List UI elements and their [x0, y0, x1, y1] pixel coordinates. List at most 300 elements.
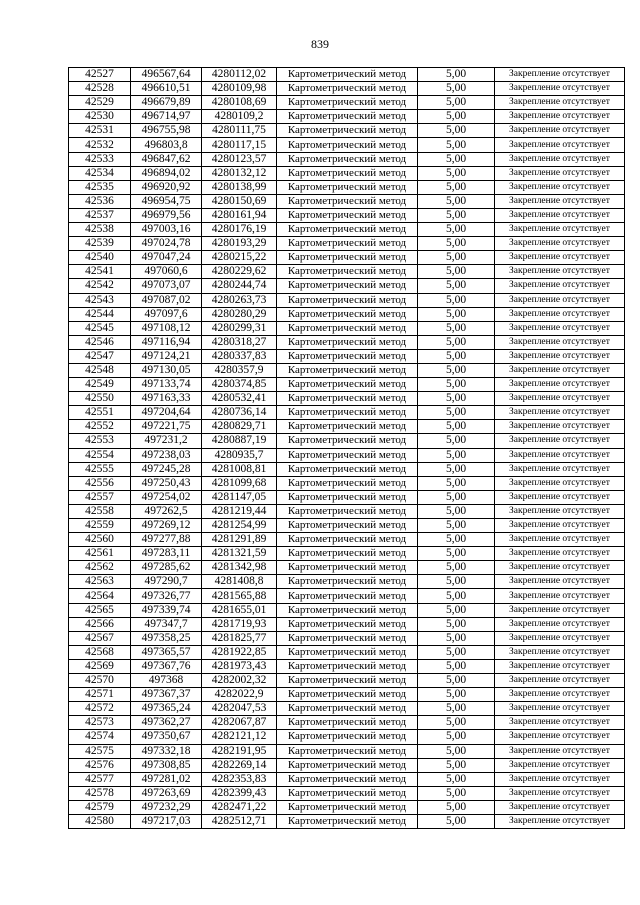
fixing-cell: Закрепление отсутствует [495, 631, 625, 645]
y-coordinate-cell: 4281219,44 [202, 504, 277, 518]
method-cell: Картометрический метод [277, 293, 418, 307]
x-coordinate-cell: 496755,98 [131, 124, 202, 138]
x-coordinate-cell: 497245,28 [131, 462, 202, 476]
point-number-cell: 42535 [69, 180, 131, 194]
fixing-cell: Закрепление отсутствует [495, 434, 625, 448]
method-cell: Картометрический метод [277, 504, 418, 518]
table-row [69, 152, 625, 166]
y-coordinate-cell: 4280263,73 [202, 293, 277, 307]
method-cell: Картометрический метод [277, 448, 418, 462]
point-number-cell: 42531 [69, 124, 131, 138]
point-number-cell: 42560 [69, 533, 131, 547]
table-row [69, 378, 625, 392]
x-coordinate-cell: 497108,12 [131, 321, 202, 335]
y-coordinate-cell: 4281973,43 [202, 659, 277, 673]
fixing-cell: Закрепление отсутствует [495, 110, 625, 124]
fixing-cell: Закрепление отсутствует [495, 476, 625, 490]
accuracy-cell: 5,00 [418, 561, 495, 575]
method-cell: Картометрический метод [277, 631, 418, 645]
y-coordinate-cell: 4281342,98 [202, 561, 277, 575]
accuracy-cell: 5,00 [418, 110, 495, 124]
accuracy-cell: 5,00 [418, 406, 495, 420]
x-coordinate-cell: 497326,77 [131, 589, 202, 603]
accuracy-cell: 5,00 [418, 744, 495, 758]
method-cell: Картометрический метод [277, 321, 418, 335]
coordinates-table [68, 67, 625, 829]
point-number-cell: 42532 [69, 138, 131, 152]
fixing-cell: Закрепление отсутствует [495, 124, 625, 138]
point-number-cell: 42537 [69, 208, 131, 222]
y-coordinate-cell: 4280337,83 [202, 349, 277, 363]
y-coordinate-cell: 4282269,14 [202, 758, 277, 772]
fixing-cell: Закрепление отсутствует [495, 321, 625, 335]
x-coordinate-cell: 497368 [131, 674, 202, 688]
point-number-cell: 42549 [69, 378, 131, 392]
y-coordinate-cell: 4280357,9 [202, 363, 277, 377]
accuracy-cell: 5,00 [418, 349, 495, 363]
point-number-cell: 42571 [69, 688, 131, 702]
table-row [69, 392, 625, 406]
accuracy-cell: 5,00 [418, 335, 495, 349]
point-number-cell: 42545 [69, 321, 131, 335]
table-row [69, 265, 625, 279]
y-coordinate-cell: 4281099,68 [202, 476, 277, 490]
method-cell: Картометрический метод [277, 124, 418, 138]
y-coordinate-cell: 4282399,43 [202, 786, 277, 800]
x-coordinate-cell: 497231,2 [131, 434, 202, 448]
table-row [69, 575, 625, 589]
accuracy-cell: 5,00 [418, 462, 495, 476]
method-cell: Картометрический метод [277, 744, 418, 758]
y-coordinate-cell: 4280299,31 [202, 321, 277, 335]
method-cell: Картометрический метод [277, 490, 418, 504]
table-row [69, 110, 625, 124]
method-cell: Картометрический метод [277, 194, 418, 208]
method-cell: Картометрический метод [277, 730, 418, 744]
fixing-cell: Закрепление отсутствует [495, 96, 625, 110]
fixing-cell: Закрепление отсутствует [495, 279, 625, 293]
x-coordinate-cell: 497350,67 [131, 730, 202, 744]
x-coordinate-cell: 497365,57 [131, 645, 202, 659]
fixing-cell: Закрепление отсутствует [495, 180, 625, 194]
accuracy-cell: 5,00 [418, 68, 495, 82]
fixing-cell: Закрепление отсутствует [495, 519, 625, 533]
x-coordinate-cell: 497339,74 [131, 603, 202, 617]
fixing-cell: Закрепление отсутствует [495, 68, 625, 82]
y-coordinate-cell: 4280318,27 [202, 335, 277, 349]
x-coordinate-cell: 497332,18 [131, 744, 202, 758]
point-number-cell: 42544 [69, 307, 131, 321]
accuracy-cell: 5,00 [418, 82, 495, 96]
point-number-cell: 42534 [69, 166, 131, 180]
page-number: 839 [311, 37, 329, 51]
point-number-cell: 42574 [69, 730, 131, 744]
y-coordinate-cell: 4280161,94 [202, 208, 277, 222]
accuracy-cell: 5,00 [418, 208, 495, 222]
fixing-cell: Закрепление отсутствует [495, 420, 625, 434]
fixing-cell: Закрепление отсутствует [495, 561, 625, 575]
point-number-cell: 42533 [69, 152, 131, 166]
table-row [69, 631, 625, 645]
point-number-cell: 42578 [69, 786, 131, 800]
y-coordinate-cell: 4281408,8 [202, 575, 277, 589]
point-number-cell: 42538 [69, 223, 131, 237]
y-coordinate-cell: 4280532,41 [202, 392, 277, 406]
x-coordinate-cell: 496567,64 [131, 68, 202, 82]
table-body [69, 68, 625, 829]
method-cell: Картометрический метод [277, 617, 418, 631]
point-number-cell: 42550 [69, 392, 131, 406]
accuracy-cell: 5,00 [418, 124, 495, 138]
fixing-cell: Закрепление отсутствует [495, 702, 625, 716]
y-coordinate-cell: 4280150,69 [202, 194, 277, 208]
accuracy-cell: 5,00 [418, 800, 495, 814]
x-coordinate-cell: 497362,27 [131, 716, 202, 730]
method-cell: Картометрический метод [277, 688, 418, 702]
fixing-cell: Закрепление отсутствует [495, 166, 625, 180]
method-cell: Картометрический метод [277, 82, 418, 96]
y-coordinate-cell: 4280138,99 [202, 180, 277, 194]
table-row [69, 363, 625, 377]
accuracy-cell: 5,00 [418, 730, 495, 744]
y-coordinate-cell: 4282047,53 [202, 702, 277, 716]
x-coordinate-cell: 496979,56 [131, 208, 202, 222]
method-cell: Картометрический метод [277, 110, 418, 124]
method-cell: Картометрический метод [277, 265, 418, 279]
method-cell: Картометрический метод [277, 68, 418, 82]
fixing-cell: Закрепление отсутствует [495, 265, 625, 279]
fixing-cell: Закрепление отсутствует [495, 772, 625, 786]
table-row [69, 772, 625, 786]
point-number-cell: 42540 [69, 251, 131, 265]
x-coordinate-cell: 497281,02 [131, 772, 202, 786]
method-cell: Картометрический метод [277, 814, 418, 828]
table-row [69, 589, 625, 603]
table-row [69, 434, 625, 448]
point-number-cell: 42529 [69, 96, 131, 110]
method-cell: Картометрический метод [277, 800, 418, 814]
fixing-cell: Закрепление отсутствует [495, 758, 625, 772]
table-row [69, 730, 625, 744]
accuracy-cell: 5,00 [418, 490, 495, 504]
fixing-cell: Закрепление отсутствует [495, 744, 625, 758]
accuracy-cell: 5,00 [418, 293, 495, 307]
accuracy-cell: 5,00 [418, 96, 495, 110]
method-cell: Картометрический метод [277, 237, 418, 251]
accuracy-cell: 5,00 [418, 307, 495, 321]
fixing-cell: Закрепление отсутствует [495, 688, 625, 702]
x-coordinate-cell: 497232,29 [131, 800, 202, 814]
y-coordinate-cell: 4282121,12 [202, 730, 277, 744]
method-cell: Картометрический метод [277, 561, 418, 575]
y-coordinate-cell: 4281922,85 [202, 645, 277, 659]
method-cell: Картометрический метод [277, 223, 418, 237]
y-coordinate-cell: 4281321,59 [202, 547, 277, 561]
y-coordinate-cell: 4280108,69 [202, 96, 277, 110]
method-cell: Картометрический метод [277, 434, 418, 448]
y-coordinate-cell: 4282191,95 [202, 744, 277, 758]
x-coordinate-cell: 497116,94 [131, 335, 202, 349]
y-coordinate-cell: 4280109,98 [202, 82, 277, 96]
point-number-cell: 42572 [69, 702, 131, 716]
x-coordinate-cell: 496610,51 [131, 82, 202, 96]
method-cell: Картометрический метод [277, 519, 418, 533]
table-row [69, 448, 625, 462]
table-row [69, 674, 625, 688]
table-row [69, 96, 625, 110]
point-number-cell: 42551 [69, 406, 131, 420]
x-coordinate-cell: 497250,43 [131, 476, 202, 490]
y-coordinate-cell: 4280829,71 [202, 420, 277, 434]
table-row [69, 561, 625, 575]
fixing-cell: Закрепление отсутствует [495, 406, 625, 420]
y-coordinate-cell: 4282512,71 [202, 814, 277, 828]
x-coordinate-cell: 497347,7 [131, 617, 202, 631]
x-coordinate-cell: 497358,25 [131, 631, 202, 645]
point-number-cell: 42539 [69, 237, 131, 251]
fixing-cell: Закрепление отсутствует [495, 208, 625, 222]
x-coordinate-cell: 497367,76 [131, 659, 202, 673]
y-coordinate-cell: 4280736,14 [202, 406, 277, 420]
fixing-cell: Закрепление отсутствует [495, 730, 625, 744]
point-number-cell: 42547 [69, 349, 131, 363]
method-cell: Картометрический метод [277, 208, 418, 222]
accuracy-cell: 5,00 [418, 617, 495, 631]
point-number-cell: 42541 [69, 265, 131, 279]
table-row [69, 406, 625, 420]
method-cell: Картометрический метод [277, 180, 418, 194]
table-row [69, 688, 625, 702]
point-number-cell: 42563 [69, 575, 131, 589]
accuracy-cell: 5,00 [418, 152, 495, 166]
point-number-cell: 42577 [69, 772, 131, 786]
table-row [69, 307, 625, 321]
table-row [69, 716, 625, 730]
method-cell: Картометрический метод [277, 406, 418, 420]
point-number-cell: 42573 [69, 716, 131, 730]
y-coordinate-cell: 4280111,75 [202, 124, 277, 138]
fixing-cell: Закрепление отсутствует [495, 814, 625, 828]
point-number-cell: 42567 [69, 631, 131, 645]
point-number-cell: 42561 [69, 547, 131, 561]
fixing-cell: Закрепление отсутствует [495, 659, 625, 673]
method-cell: Картометрический метод [277, 462, 418, 476]
x-coordinate-cell: 496920,92 [131, 180, 202, 194]
table-row [69, 758, 625, 772]
x-coordinate-cell: 496894,02 [131, 166, 202, 180]
accuracy-cell: 5,00 [418, 392, 495, 406]
accuracy-cell: 5,00 [418, 814, 495, 828]
y-coordinate-cell: 4281655,01 [202, 603, 277, 617]
accuracy-cell: 5,00 [418, 786, 495, 800]
table-row [69, 124, 625, 138]
y-coordinate-cell: 4281008,81 [202, 462, 277, 476]
point-number-cell: 42552 [69, 420, 131, 434]
fixing-cell: Закрепление отсутствует [495, 575, 625, 589]
accuracy-cell: 5,00 [418, 772, 495, 786]
fixing-cell: Закрепление отсутствует [495, 307, 625, 321]
point-number-cell: 42570 [69, 674, 131, 688]
point-number-cell: 42555 [69, 462, 131, 476]
table-row [69, 519, 625, 533]
table-row [69, 462, 625, 476]
table-row [69, 279, 625, 293]
table-row [69, 138, 625, 152]
point-number-cell: 42579 [69, 800, 131, 814]
x-coordinate-cell: 497047,24 [131, 251, 202, 265]
accuracy-cell: 5,00 [418, 716, 495, 730]
accuracy-cell: 5,00 [418, 420, 495, 434]
y-coordinate-cell: 4282353,83 [202, 772, 277, 786]
accuracy-cell: 5,00 [418, 265, 495, 279]
fixing-cell: Закрепление отсутствует [495, 152, 625, 166]
accuracy-cell: 5,00 [418, 533, 495, 547]
method-cell: Картометрический метод [277, 307, 418, 321]
y-coordinate-cell: 4281291,89 [202, 533, 277, 547]
table-row [69, 194, 625, 208]
accuracy-cell: 5,00 [418, 645, 495, 659]
point-number-cell: 42565 [69, 603, 131, 617]
point-number-cell: 42546 [69, 335, 131, 349]
method-cell: Картометрический метод [277, 363, 418, 377]
fixing-cell: Закрепление отсутствует [495, 335, 625, 349]
x-coordinate-cell: 497130,05 [131, 363, 202, 377]
accuracy-cell: 5,00 [418, 180, 495, 194]
accuracy-cell: 5,00 [418, 575, 495, 589]
fixing-cell: Закрепление отсутствует [495, 504, 625, 518]
table-row [69, 533, 625, 547]
point-number-cell: 42568 [69, 645, 131, 659]
fixing-cell: Закрепление отсутствует [495, 547, 625, 561]
fixing-cell: Закрепление отсутствует [495, 349, 625, 363]
x-coordinate-cell: 497163,33 [131, 392, 202, 406]
point-number-cell: 42528 [69, 82, 131, 96]
accuracy-cell: 5,00 [418, 237, 495, 251]
point-number-cell: 42559 [69, 519, 131, 533]
x-coordinate-cell: 497024,78 [131, 237, 202, 251]
y-coordinate-cell: 4281719,93 [202, 617, 277, 631]
fixing-cell: Закрепление отсутствует [495, 392, 625, 406]
fixing-cell: Закрепление отсутствует [495, 674, 625, 688]
x-coordinate-cell: 497290,7 [131, 575, 202, 589]
accuracy-cell: 5,00 [418, 138, 495, 152]
x-coordinate-cell: 497060,6 [131, 265, 202, 279]
accuracy-cell: 5,00 [418, 659, 495, 673]
accuracy-cell: 5,00 [418, 251, 495, 265]
fixing-cell: Закрепление отсутствует [495, 589, 625, 603]
table-row [69, 349, 625, 363]
point-number-cell: 42543 [69, 293, 131, 307]
accuracy-cell: 5,00 [418, 702, 495, 716]
y-coordinate-cell: 4280374,85 [202, 378, 277, 392]
x-coordinate-cell: 497269,12 [131, 519, 202, 533]
point-number-cell: 42553 [69, 434, 131, 448]
method-cell: Картометрический метод [277, 645, 418, 659]
point-number-cell: 42536 [69, 194, 131, 208]
x-coordinate-cell: 497003,16 [131, 223, 202, 237]
x-coordinate-cell: 497073,07 [131, 279, 202, 293]
method-cell: Картометрический метод [277, 758, 418, 772]
fixing-cell: Закрепление отсутствует [495, 237, 625, 251]
y-coordinate-cell: 4281147,05 [202, 490, 277, 504]
x-coordinate-cell: 497204,64 [131, 406, 202, 420]
table-row [69, 335, 625, 349]
table-row [69, 237, 625, 251]
table-row [69, 180, 625, 194]
fixing-cell: Закрепление отсутствует [495, 617, 625, 631]
accuracy-cell: 5,00 [418, 166, 495, 180]
x-coordinate-cell: 497254,02 [131, 490, 202, 504]
table-row [69, 321, 625, 335]
y-coordinate-cell: 4282471,22 [202, 800, 277, 814]
x-coordinate-cell: 497124,21 [131, 349, 202, 363]
method-cell: Картометрический метод [277, 152, 418, 166]
accuracy-cell: 5,00 [418, 321, 495, 335]
point-number-cell: 42548 [69, 363, 131, 377]
x-coordinate-cell: 497308,85 [131, 758, 202, 772]
fixing-cell: Закрепление отсутствует [495, 533, 625, 547]
y-coordinate-cell: 4280215,22 [202, 251, 277, 265]
fixing-cell: Закрепление отсутствует [495, 462, 625, 476]
fixing-cell: Закрепление отсутствует [495, 293, 625, 307]
y-coordinate-cell: 4280193,29 [202, 237, 277, 251]
method-cell: Картометрический метод [277, 772, 418, 786]
point-number-cell: 42576 [69, 758, 131, 772]
fixing-cell: Закрепление отсутствует [495, 786, 625, 800]
fixing-cell: Закрепление отсутствует [495, 138, 625, 152]
y-coordinate-cell: 4282002,32 [202, 674, 277, 688]
table-row [69, 223, 625, 237]
y-coordinate-cell: 4280109,2 [202, 110, 277, 124]
method-cell: Картометрический метод [277, 603, 418, 617]
fixing-cell: Закрепление отсутствует [495, 490, 625, 504]
method-cell: Картометрический метод [277, 786, 418, 800]
point-number-cell: 42527 [69, 68, 131, 82]
table-row [69, 251, 625, 265]
accuracy-cell: 5,00 [418, 547, 495, 561]
accuracy-cell: 5,00 [418, 434, 495, 448]
table-row [69, 293, 625, 307]
table-row [69, 68, 625, 82]
point-number-cell: 42569 [69, 659, 131, 673]
fixing-cell: Закрепление отсутствует [495, 223, 625, 237]
method-cell: Картометрический метод [277, 533, 418, 547]
fixing-cell: Закрепление отсутствует [495, 194, 625, 208]
table-row [69, 645, 625, 659]
point-number-cell: 42542 [69, 279, 131, 293]
y-coordinate-cell: 4281254,99 [202, 519, 277, 533]
x-coordinate-cell: 497217,03 [131, 814, 202, 828]
method-cell: Картометрический метод [277, 716, 418, 730]
accuracy-cell: 5,00 [418, 688, 495, 702]
accuracy-cell: 5,00 [418, 378, 495, 392]
y-coordinate-cell: 4280176,19 [202, 223, 277, 237]
fixing-cell: Закрепление отсутствует [495, 448, 625, 462]
method-cell: Картометрический метод [277, 166, 418, 180]
x-coordinate-cell: 496679,89 [131, 96, 202, 110]
y-coordinate-cell: 4282067,87 [202, 716, 277, 730]
y-coordinate-cell: 4280229,62 [202, 265, 277, 279]
x-coordinate-cell: 497262,5 [131, 504, 202, 518]
x-coordinate-cell: 497133,74 [131, 378, 202, 392]
method-cell: Картометрический метод [277, 138, 418, 152]
method-cell: Картометрический метод [277, 392, 418, 406]
method-cell: Картометрический метод [277, 575, 418, 589]
table-row [69, 490, 625, 504]
method-cell: Картометрический метод [277, 702, 418, 716]
fixing-cell: Закрепление отсутствует [495, 378, 625, 392]
table-row [69, 786, 625, 800]
